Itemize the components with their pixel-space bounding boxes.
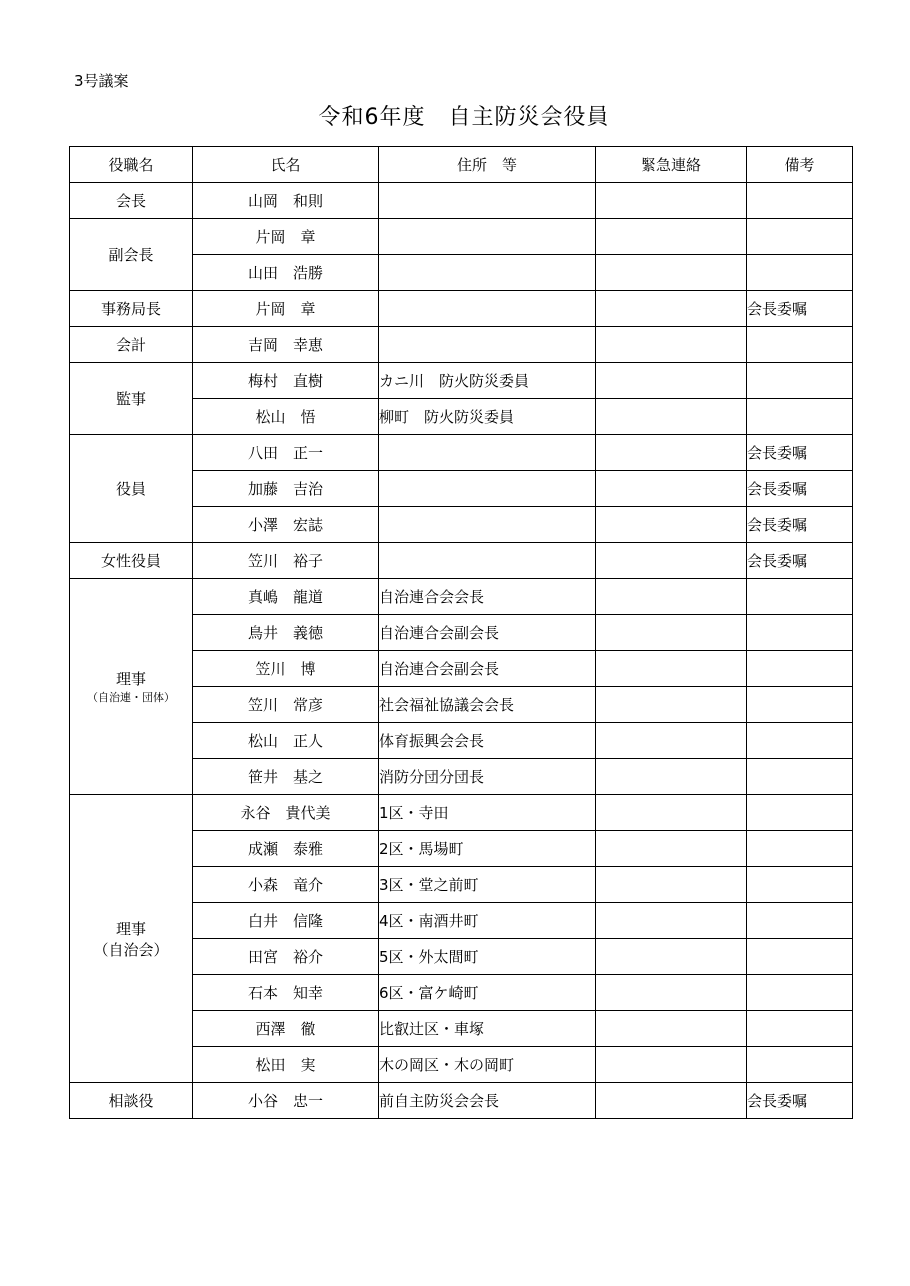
- name-cell: 山岡 和則: [193, 183, 379, 219]
- emergency-cell: [596, 795, 747, 831]
- remarks-cell: 会長委嘱: [747, 543, 853, 579]
- remarks-cell: [747, 903, 853, 939]
- name-cell: 西澤 徹: [193, 1011, 379, 1047]
- emergency-cell: [596, 939, 747, 975]
- role-sub-label: （自治連・団体）: [87, 691, 175, 704]
- address-cell: 6区・富ケ崎町: [379, 975, 596, 1011]
- remarks-cell: 会長委嘱: [747, 507, 853, 543]
- remarks-cell: [747, 399, 853, 435]
- officer-table: [69, 146, 853, 1119]
- emergency-cell: [596, 975, 747, 1011]
- address-cell: [379, 507, 596, 543]
- header-address: 住所 等: [379, 147, 596, 183]
- table-row: [70, 795, 853, 831]
- name-cell: 梅村 直樹: [193, 363, 379, 399]
- role-cell: 会長: [70, 183, 193, 219]
- remarks-cell: [747, 723, 853, 759]
- emergency-cell: [596, 579, 747, 615]
- name-cell: 白井 信隆: [193, 903, 379, 939]
- name-cell: 成瀬 泰雅: [193, 831, 379, 867]
- address-cell: 2区・馬場町: [379, 831, 596, 867]
- emergency-cell: [596, 687, 747, 723]
- address-cell: 柳町 防火防災委員: [379, 399, 596, 435]
- address-cell: [379, 183, 596, 219]
- address-cell: [379, 327, 596, 363]
- emergency-cell: [596, 903, 747, 939]
- name-cell: 山田 浩勝: [193, 255, 379, 291]
- remarks-cell: [747, 183, 853, 219]
- emergency-cell: [596, 1047, 747, 1083]
- remarks-cell: [747, 1011, 853, 1047]
- remarks-cell: [747, 327, 853, 363]
- address-cell: 消防分団分団長: [379, 759, 596, 795]
- remarks-cell: [747, 651, 853, 687]
- emergency-cell: [596, 291, 747, 327]
- remarks-cell: [747, 363, 853, 399]
- table-row: [70, 579, 853, 615]
- name-cell: 片岡 章: [193, 291, 379, 327]
- address-cell: 自治連合会副会長: [379, 651, 596, 687]
- emergency-cell: [596, 723, 747, 759]
- name-cell: 松山 正人: [193, 723, 379, 759]
- remarks-cell: [747, 939, 853, 975]
- name-cell: 松田 実: [193, 1047, 379, 1083]
- address-cell: [379, 255, 596, 291]
- emergency-cell: [596, 363, 747, 399]
- remarks-cell: [747, 615, 853, 651]
- agenda-number: 3号議案: [74, 72, 129, 90]
- address-cell: 1区・寺田: [379, 795, 596, 831]
- address-cell: [379, 291, 596, 327]
- table-row: [70, 543, 853, 579]
- remarks-cell: [747, 831, 853, 867]
- name-cell: 小谷 忠一: [193, 1083, 379, 1119]
- remarks-cell: [747, 219, 853, 255]
- address-cell: 木の岡区・木の岡町: [379, 1047, 596, 1083]
- emergency-cell: [596, 651, 747, 687]
- address-cell: [379, 219, 596, 255]
- emergency-cell: [596, 543, 747, 579]
- role-cell: 女性役員: [70, 543, 193, 579]
- address-cell: 4区・南酒井町: [379, 903, 596, 939]
- emergency-cell: [596, 399, 747, 435]
- name-cell: 加藤 吉治: [193, 471, 379, 507]
- table-row: [70, 327, 853, 363]
- emergency-cell: [596, 219, 747, 255]
- remarks-cell: [747, 1047, 853, 1083]
- role-label: 理事: [115, 670, 146, 688]
- name-cell: 笠川 博: [193, 651, 379, 687]
- name-cell: 小森 竜介: [193, 867, 379, 903]
- role-sub-label: （自治会）: [93, 940, 169, 959]
- header-emergency-contact: 緊急連絡: [596, 147, 747, 183]
- emergency-cell: [596, 255, 747, 291]
- address-cell: 社会福祉協議会会長: [379, 687, 596, 723]
- emergency-cell: [596, 615, 747, 651]
- header-remarks: 備考: [747, 147, 853, 183]
- emergency-cell: [596, 471, 747, 507]
- name-cell: 吉岡 幸恵: [193, 327, 379, 363]
- address-cell: 体育振興会会長: [379, 723, 596, 759]
- remarks-cell: 会長委嘱: [747, 1083, 853, 1119]
- remarks-cell: [747, 975, 853, 1011]
- header-role: 役職名: [70, 147, 193, 183]
- remarks-cell: 会長委嘱: [747, 471, 853, 507]
- emergency-cell: [596, 507, 747, 543]
- name-cell: 永谷 貴代美: [193, 795, 379, 831]
- table-row: [70, 183, 853, 219]
- emergency-cell: [596, 867, 747, 903]
- address-cell: 5区・外太間町: [379, 939, 596, 975]
- table-row: [70, 435, 853, 471]
- remarks-cell: [747, 579, 853, 615]
- remarks-cell: [747, 759, 853, 795]
- name-cell: 小澤 宏誌: [193, 507, 379, 543]
- remarks-cell: [747, 255, 853, 291]
- role-cell: [70, 579, 193, 795]
- emergency-cell: [596, 1011, 747, 1047]
- document-title: 令和6年度 自主防災会役員: [318, 105, 610, 130]
- remarks-cell: 会長委嘱: [747, 435, 853, 471]
- role-cell: 役員: [70, 435, 193, 543]
- table-row: [70, 363, 853, 399]
- address-cell: [379, 471, 596, 507]
- remarks-cell: [747, 867, 853, 903]
- role-cell: 副会長: [70, 219, 193, 291]
- emergency-cell: [596, 327, 747, 363]
- name-cell: 松山 悟: [193, 399, 379, 435]
- role-cell: 会計: [70, 327, 193, 363]
- role-cell: 事務局長: [70, 291, 193, 327]
- address-cell: [379, 543, 596, 579]
- address-cell: 比叡辻区・車塚: [379, 1011, 596, 1047]
- emergency-cell: [596, 1083, 747, 1119]
- emergency-cell: [596, 183, 747, 219]
- name-cell: 笹井 基之: [193, 759, 379, 795]
- role-cell: [70, 795, 193, 1083]
- name-cell: 八田 正一: [193, 435, 379, 471]
- address-cell: カニ川 防火防災委員: [379, 363, 596, 399]
- emergency-cell: [596, 831, 747, 867]
- name-cell: 田宮 裕介: [193, 939, 379, 975]
- address-cell: [379, 435, 596, 471]
- header-name: 氏名: [193, 147, 379, 183]
- remarks-cell: 会長委嘱: [747, 291, 853, 327]
- role-label: 理事: [115, 919, 146, 938]
- header-row: [70, 147, 853, 183]
- name-cell: 笠川 常彦: [193, 687, 379, 723]
- role-cell: 相談役: [70, 1083, 193, 1119]
- address-cell: 前自主防災会会長: [379, 1083, 596, 1119]
- name-cell: 石本 知幸: [193, 975, 379, 1011]
- address-cell: 3区・堂之前町: [379, 867, 596, 903]
- table-row: [70, 1083, 853, 1119]
- remarks-cell: [747, 687, 853, 723]
- role-cell: 監事: [70, 363, 193, 435]
- name-cell: 笠川 裕子: [193, 543, 379, 579]
- address-cell: 自治連合会副会長: [379, 615, 596, 651]
- name-cell: 鳥井 義徳: [193, 615, 379, 651]
- name-cell: 片岡 章: [193, 219, 379, 255]
- emergency-cell: [596, 759, 747, 795]
- address-cell: 自治連合会会長: [379, 579, 596, 615]
- table-row: [70, 219, 853, 255]
- table-row: [70, 291, 853, 327]
- name-cell: 真嶋 龍道: [193, 579, 379, 615]
- remarks-cell: [747, 795, 853, 831]
- emergency-cell: [596, 435, 747, 471]
